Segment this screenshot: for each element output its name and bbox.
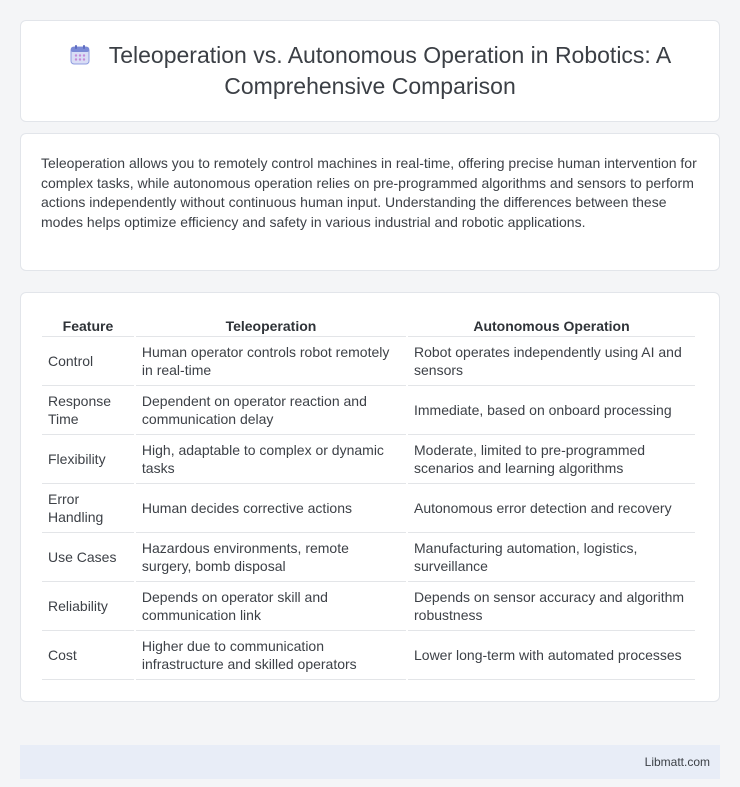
cell-autonomous: Immediate, based on onboard processing [408, 386, 695, 435]
header-teleoperation: Teleoperation [136, 313, 406, 337]
page-title: Teleoperation vs. Autonomous Operation in Robotics: A Comprehensive Comparison [108, 42, 672, 99]
cell-feature: Flexibility [42, 435, 134, 484]
cell-feature: Reliability [42, 582, 134, 631]
page-title-wrap [41, 40, 699, 102]
table-row [42, 582, 695, 631]
table-header-row [42, 313, 695, 337]
cell-autonomous: Autonomous error detection and recovery [408, 484, 695, 533]
header-autonomous: Autonomous Operation [408, 313, 695, 337]
cell-teleoperation: Depends on operator skill and communication link [136, 582, 406, 631]
intro-text: Teleoperation allows you to remotely control machines in real-time, offering precise human intervention for complex tasks, while autonomous operation relies on pre-programmed algorithms and sensors to perform actions independently without continuous human input. Understanding the differences between these modes helps optimize efficiency and safety in various industrial and robotic applications. [41, 155, 697, 230]
cell-teleoperation: Hazardous environments, remote surgery, bomb disposal [136, 533, 406, 582]
cell-autonomous: Lower long-term with automated processes [408, 631, 695, 680]
cell-teleoperation: Human decides corrective actions [136, 484, 406, 533]
comparison-table [40, 313, 697, 680]
cell-teleoperation: Human operator controls robot remotely in real-time [136, 337, 406, 386]
table-row [42, 484, 695, 533]
comparison-table-card [20, 292, 720, 702]
intro-card [20, 133, 720, 271]
cell-autonomous: Robot operates independently using AI and sensors [408, 337, 695, 386]
cell-feature: Error Handling [42, 484, 134, 533]
cell-feature: Control [42, 337, 134, 386]
cell-autonomous: Moderate, limited to pre-programmed scenarios and learning algorithms [408, 435, 695, 484]
table-row [42, 386, 695, 435]
cell-teleoperation: Dependent on operator reaction and communication delay [136, 386, 406, 435]
calendar-icon [69, 43, 91, 65]
cell-feature: Response Time [42, 386, 134, 435]
cell-feature: Cost [42, 631, 134, 680]
cell-teleoperation: High, adaptable to complex or dynamic tasks [136, 435, 406, 484]
cell-autonomous: Manufacturing automation, logistics, surveillance [408, 533, 695, 582]
footer [20, 745, 720, 779]
table-row [42, 533, 695, 582]
table-row [42, 435, 695, 484]
footer-brand: Libmatt.com [644, 755, 710, 769]
table-row [42, 631, 695, 680]
header-feature: Feature [42, 313, 134, 337]
cell-teleoperation: Higher due to communication infrastructure and skilled operators [136, 631, 406, 680]
title-card [20, 20, 720, 122]
cell-autonomous: Depends on sensor accuracy and algorithm robustness [408, 582, 695, 631]
cell-feature: Use Cases [42, 533, 134, 582]
table-row [42, 337, 695, 386]
